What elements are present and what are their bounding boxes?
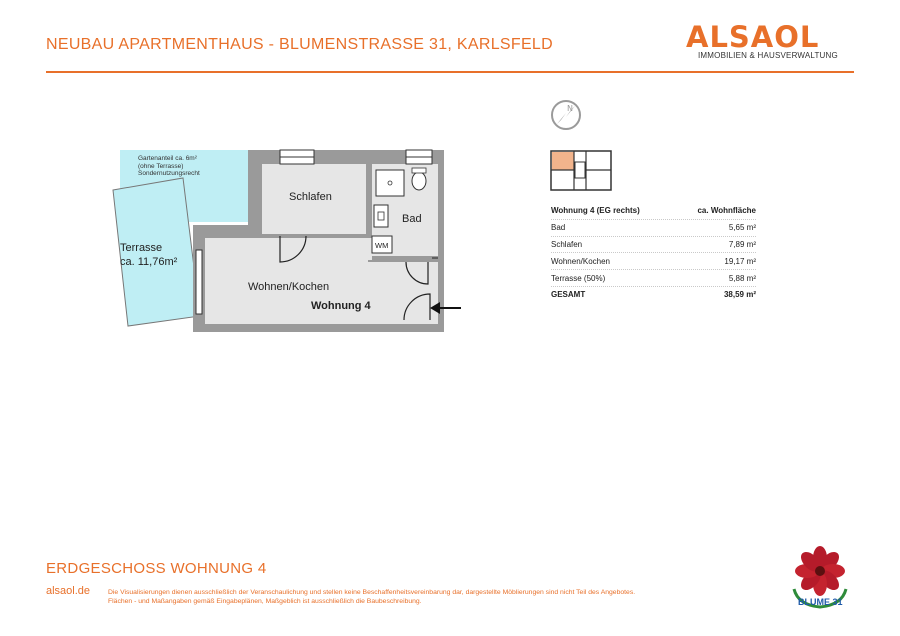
- toilet-icon: [412, 172, 426, 190]
- company-logo-subtitle: IMMOBILIEN & HAUSVERWALTUNG: [698, 51, 838, 60]
- terrace-label: Terrasse: [120, 242, 163, 254]
- room-label-wm: WM: [375, 241, 389, 250]
- footer-title: ERDGESCHOSS WOHNUNG 4: [46, 560, 267, 577]
- flower-icon: [795, 546, 845, 596]
- unit-highlight: [552, 152, 574, 170]
- area-table-total: GESAMT 38,59 m²: [551, 290, 756, 300]
- washbasin-icon: [374, 205, 388, 227]
- area-table-header: Wohnung 4 (EG rechts) ca. Wohnfläche: [551, 203, 756, 220]
- unit-label: Wohnung 4: [311, 300, 371, 312]
- room-label-schlafen: Schlafen: [289, 191, 332, 203]
- shower-icon: [376, 170, 404, 196]
- room-label-wohnen: Wohnen/Kochen: [248, 281, 330, 293]
- window-terrace: [196, 250, 202, 314]
- area-table: [551, 203, 756, 303]
- page-title: NEUBAU APARTMENTHAUS - BLUMENSTRASSE 31, KARLSFELD: [46, 36, 553, 53]
- brand-badge: [784, 545, 856, 613]
- table-row: Terrasse (50%) 5,88 m²: [551, 270, 756, 287]
- table-row: Wohnen/Kochen 19,17 m²: [551, 253, 756, 270]
- disclaimer: Die Visualisierungen dienen ausschließlich der Veranschaulichung und stellen keine Beschaffenheitsvereinbarung dar, dargestellte Möblierungen sind nicht Teil des Angebotes. Flächen - und Maßangaben gemäß Eingabeplänen, Maßgeblich ist ausschließlich die Baubeschreibung.: [108, 589, 636, 605]
- table-row: Bad 5,65 m²: [551, 220, 756, 237]
- website-link[interactable]: alsaol.de: [46, 585, 91, 597]
- compass-icon: [550, 99, 582, 131]
- company-logo: ALSAOL: [686, 20, 820, 54]
- svg-text:N: N: [567, 104, 573, 113]
- terrace-area-label: ca. 11,76m²: [120, 256, 178, 268]
- room-label-bad: Bad: [402, 213, 422, 225]
- garden-note: Gartenanteil ca. 6m² (ohne Terrasse) Sondernutzungsrecht: [138, 155, 200, 177]
- brand-badge-text: BLUME 31: [798, 597, 843, 607]
- table-row: Schlafen 7,89 m²: [551, 237, 756, 254]
- unit-key-plan: [550, 150, 612, 191]
